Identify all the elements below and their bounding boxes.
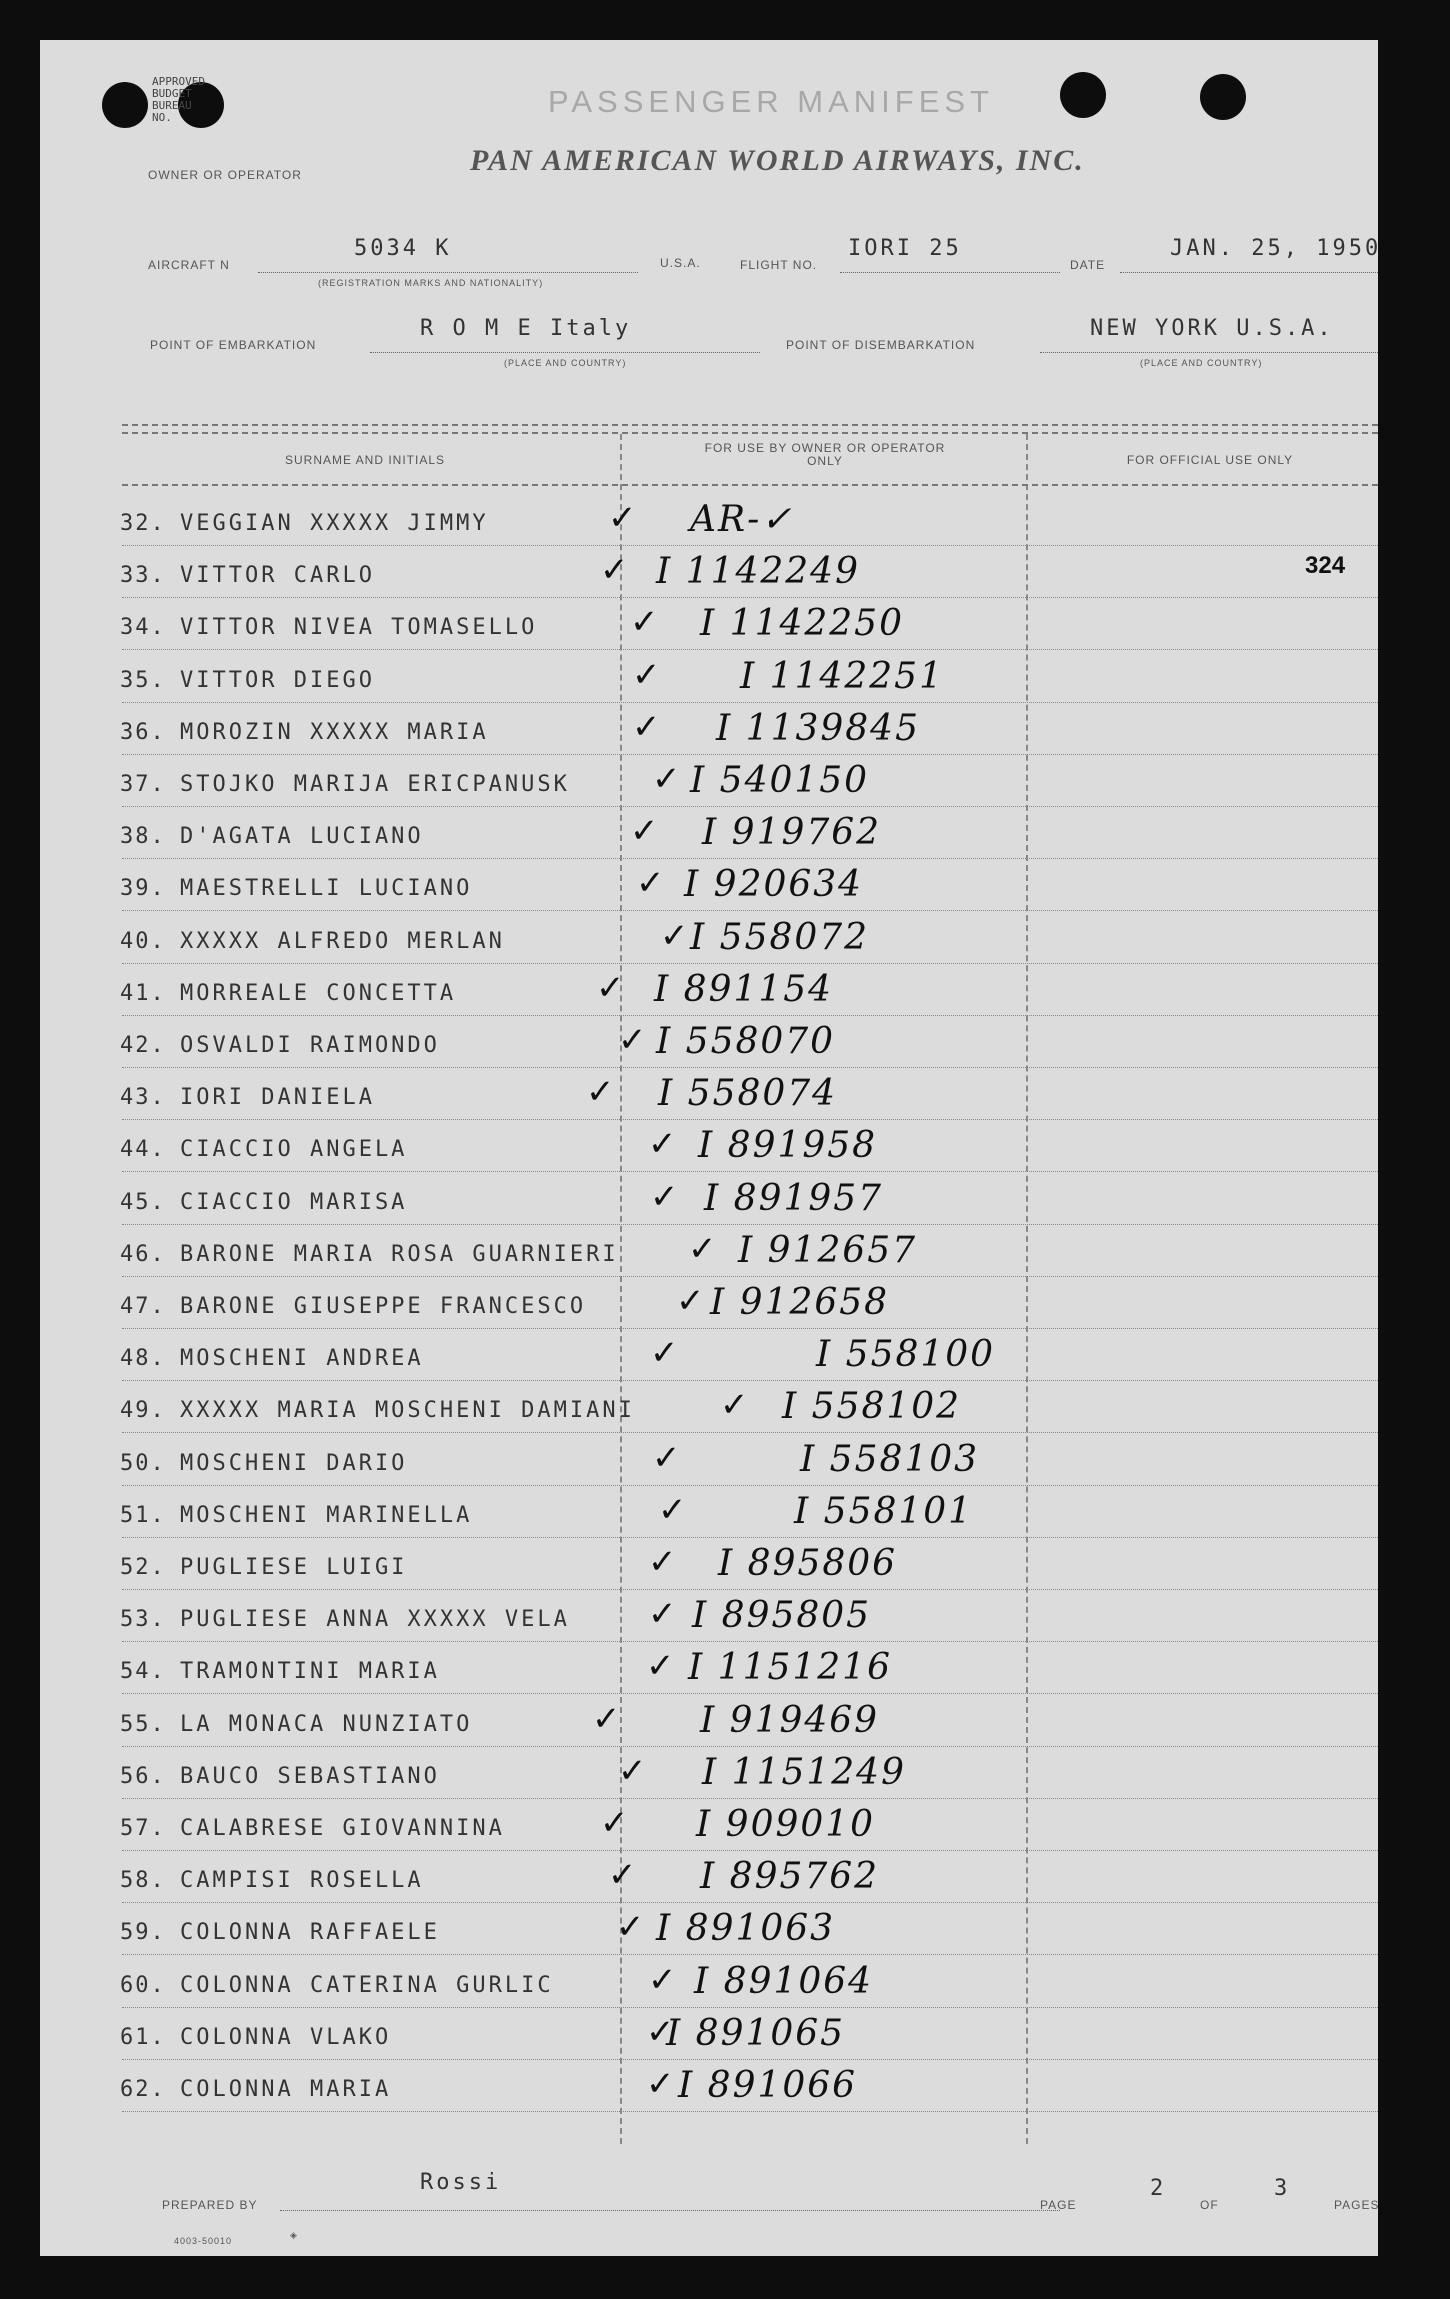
row-number: 34. <box>120 615 166 641</box>
table-row <box>40 859 1378 911</box>
table-row <box>40 1486 1378 1538</box>
passenger-name: VITTOR CARLO <box>180 563 375 589</box>
visa-number: I 891063 <box>656 1908 836 1950</box>
punch-hole-right-2 <box>1200 74 1246 120</box>
passenger-name: BARONE GIUSEPPE FRANCESCO <box>180 1294 587 1319</box>
table-row <box>40 1120 1378 1172</box>
visa-number: I 558070 <box>656 1021 836 1062</box>
check-mark: ✓ <box>650 1176 679 1217</box>
row-number: 38. <box>120 824 166 850</box>
passenger-name: BAUCO SEBASTIANO <box>180 1763 440 1789</box>
check-mark: ✓ <box>636 863 665 904</box>
visa-number: I 895762 <box>700 1856 880 1898</box>
check-mark: ✓ <box>600 1803 629 1843</box>
row-number: 58. <box>120 1868 166 1894</box>
row-number: 42. <box>120 1033 166 1058</box>
embark-sublabel: (PLACE AND COUNTRY) <box>504 358 627 368</box>
table-row <box>40 703 1378 755</box>
check-mark: ✓ <box>632 706 661 747</box>
check-mark: ✓ <box>618 1750 647 1791</box>
visa-number: I 909010 <box>696 1804 876 1845</box>
table-top-rule <box>122 424 1378 426</box>
flight-label: FLIGHT NO. <box>740 258 818 272</box>
check-mark: ✓ <box>600 550 629 591</box>
row-number: 61. <box>120 2024 166 2050</box>
disembark-underline <box>1040 352 1378 353</box>
row-number: 48. <box>120 1346 166 1372</box>
visa-number: I 891066 <box>678 2065 858 2106</box>
table-row <box>40 1695 1378 1747</box>
disembark-sublabel: (PLACE AND COUNTRY) <box>1140 358 1263 368</box>
prepared-underline <box>280 2210 1060 2211</box>
passenger-name: MOROZIN XXXXX MARIA <box>180 719 489 745</box>
row-number: 56. <box>120 1763 166 1789</box>
stamp-line: BUREAU <box>152 99 192 112</box>
table-row <box>40 1903 1378 1955</box>
table-row <box>40 2008 1378 2060</box>
owner-name: PAN AMERICAN WORLD AIRWAYS, INC. <box>470 144 1085 177</box>
owner-label: OWNER OR OPERATOR <box>148 168 302 182</box>
check-mark: ✓ <box>592 1698 621 1739</box>
date-value: JAN. 25, 1950 <box>1170 236 1382 261</box>
flight-value: IORI 25 <box>848 236 962 261</box>
form-title: PASSENGER MANIFEST <box>548 84 994 119</box>
stamp-line: BUDGET <box>152 87 192 100</box>
row-number: 62. <box>120 2077 166 2102</box>
prepared-label: PREPARED BY <box>162 2198 258 2212</box>
check-mark: ✓ <box>630 811 659 852</box>
table-row <box>40 1799 1378 1851</box>
passenger-name: CAMPISI ROSELLA <box>180 1868 424 1894</box>
visa-number: I 1151216 <box>688 1647 892 1689</box>
row-rule <box>122 2111 1378 2112</box>
visa-number: I 891064 <box>694 1960 874 2002</box>
visa-number: I 558074 <box>658 1073 838 1115</box>
table-row <box>40 1068 1378 1120</box>
check-mark: ✓ <box>648 1959 677 2000</box>
table-row <box>40 1747 1378 1799</box>
row-number: 59. <box>120 1920 166 1946</box>
check-mark: ✓ <box>688 1228 717 1269</box>
page-label: PAGE <box>1040 2198 1077 2212</box>
table-row <box>40 1225 1378 1277</box>
row-number: 49. <box>120 1398 166 1424</box>
row-number: 35. <box>120 667 166 693</box>
visa-number: I 920634 <box>684 864 864 906</box>
check-mark: ✓ <box>630 602 659 643</box>
passenger-name: STOJKO MARIJA ERICPANUSK <box>180 772 570 797</box>
date-label: DATE <box>1070 258 1106 272</box>
row-number: 39. <box>120 876 166 902</box>
row-number: 33. <box>120 563 166 589</box>
check-mark: ✓ <box>648 1124 677 1165</box>
check-mark: ✓ <box>676 1281 705 1321</box>
table-row <box>40 1956 1378 2008</box>
official-note: 324 <box>1305 552 1346 580</box>
aircraft-value: 5034 K <box>354 236 452 261</box>
row-number: 40. <box>120 928 166 954</box>
check-mark: ✓ <box>646 2064 675 2104</box>
visa-number: I 540150 <box>690 760 870 801</box>
table-row <box>40 807 1378 859</box>
visa-number: I 912657 <box>738 1229 918 1271</box>
column-header-names: SURNAME AND INITIALS <box>284 453 446 467</box>
row-number: 37. <box>120 772 166 797</box>
check-mark: ✓ <box>608 1855 637 1896</box>
table-row <box>40 546 1378 598</box>
table-row <box>40 1851 1378 1903</box>
embark-value: R O M E Italy <box>420 316 632 341</box>
passenger-name: CIACCIO ANGELA <box>180 1137 408 1163</box>
visa-number: AR-✓ <box>690 499 794 540</box>
aircraft-underline <box>258 272 638 273</box>
punch-hole-left <box>102 82 148 128</box>
disembark-value: NEW YORK U.S.A. <box>1090 316 1334 341</box>
passenger-name: D'AGATA LUCIANO <box>180 824 424 850</box>
visa-number: I 558103 <box>800 1438 980 1480</box>
check-mark: ✓ <box>646 1646 675 1687</box>
check-mark: ✓ <box>658 1489 687 1530</box>
aircraft-sublabel: (REGISTRATION MARKS AND NATIONALITY) <box>318 278 544 288</box>
check-mark: ✓ <box>596 967 625 1008</box>
passenger-name: VEGGIAN XXXXX JIMMY <box>180 511 489 536</box>
passenger-name: MOSCHENI ANDREA <box>180 1346 424 1372</box>
check-mark: ✓ <box>720 1385 749 1426</box>
table-row <box>40 1538 1378 1590</box>
visa-number: I 1139845 <box>716 707 920 749</box>
row-number: 53. <box>120 1607 166 1633</box>
table-row <box>40 1277 1378 1329</box>
check-mark: ✓ <box>648 1594 677 1635</box>
table-row <box>40 1016 1378 1068</box>
passenger-name: XXXXX ALFREDO MERLAN <box>180 928 505 954</box>
table-row <box>40 1590 1378 1642</box>
visa-number: I 891065 <box>666 2012 846 2054</box>
check-mark: ✓ <box>632 654 661 695</box>
visa-number: I 891154 <box>654 968 834 1010</box>
check-mark: ✓ <box>586 1072 615 1113</box>
check-mark: ✓ <box>618 1020 647 1060</box>
check-mark: ✓ <box>648 1542 677 1582</box>
passenger-name: MOSCHENI DARIO <box>180 1450 408 1476</box>
approval-stamp <box>152 76 205 124</box>
table-row <box>40 494 1378 546</box>
passenger-name: LA MONACA NUNZIATO <box>180 1711 473 1737</box>
table-row <box>40 964 1378 1016</box>
punch-hole-right <box>1060 72 1106 118</box>
check-mark: ✓ <box>608 498 637 538</box>
row-number: 32. <box>120 511 166 536</box>
visa-number: I 1142249 <box>656 551 860 593</box>
table-row <box>40 598 1378 650</box>
row-number: 51. <box>120 1502 166 1528</box>
page-number: 2 <box>1150 2176 1167 2201</box>
check-mark: ✓ <box>652 759 681 799</box>
passenger-name: MAESTRELLI LUCIANO <box>180 876 473 902</box>
passenger-name: COLONNA VLAKO <box>180 2024 392 2050</box>
passenger-name: PUGLIESE ANNA XXXXX VELA <box>180 1607 570 1633</box>
check-mark: ✓ <box>660 915 689 956</box>
usa-label: U.S.A. <box>660 256 701 270</box>
passenger-name: OSVALDI RAIMONDO <box>180 1033 440 1058</box>
table-row <box>40 2060 1378 2112</box>
printer-mark: ◈ <box>290 2230 298 2240</box>
check-mark: ✓ <box>616 1907 645 1948</box>
visa-number: I 912658 <box>710 1282 890 1323</box>
visa-number: I 1142250 <box>700 603 904 645</box>
table-row <box>40 1434 1378 1486</box>
visa-number: I 891958 <box>698 1125 878 1167</box>
stamp-line: APPROVED <box>152 75 205 88</box>
passenger-name: COLONNA RAFFAELE <box>180 1920 440 1946</box>
passenger-name: TRAMONTINI MARIA <box>180 1659 440 1685</box>
of-label: OF <box>1200 2198 1219 2212</box>
visa-number: I 558072 <box>690 916 870 958</box>
passenger-name: CALABRESE GIOVANNINA <box>180 1816 505 1841</box>
visa-number: I 891957 <box>704 1177 884 1219</box>
visa-number: I 558100 <box>816 1334 996 1376</box>
table-top-rule-2 <box>122 432 1378 434</box>
table-row <box>40 755 1378 807</box>
table-row <box>40 912 1378 964</box>
stamp-line: NO. <box>152 111 172 124</box>
table-header-rule <box>122 484 1378 486</box>
table-row <box>40 1642 1378 1694</box>
row-number: 46. <box>120 1241 166 1267</box>
row-number: 45. <box>120 1189 166 1215</box>
table-row <box>40 651 1378 703</box>
pages-label: PAGES <box>1334 2198 1380 2212</box>
visa-number: I 895806 <box>718 1543 898 1584</box>
row-number: 41. <box>120 980 166 1006</box>
date-underline <box>1120 272 1378 273</box>
flight-underline <box>840 272 1060 273</box>
visa-number: I 1142251 <box>740 655 944 697</box>
row-number: 43. <box>120 1085 166 1111</box>
row-number: 44. <box>120 1137 166 1163</box>
prepared-by-value: Rossi <box>420 2170 502 2195</box>
table-row <box>40 1173 1378 1225</box>
row-number: 60. <box>120 1972 166 1998</box>
passenger-name: BARONE MARIA ROSA GUARNIERI <box>180 1241 619 1267</box>
row-number: 52. <box>120 1555 166 1580</box>
passenger-name: COLONNA MARIA <box>180 2077 392 2102</box>
passenger-name: CIACCIO MARISA <box>180 1189 408 1215</box>
passenger-name: PUGLIESE LUIGI <box>180 1555 408 1580</box>
column-header-owner-text: FOR USE BY OWNER OR OPERATOR ONLY <box>704 441 946 468</box>
check-mark: ✓ <box>652 1437 681 1478</box>
row-number: 57. <box>120 1816 166 1841</box>
passenger-name: IORI DANIELA <box>180 1085 375 1111</box>
passenger-name: VITTOR NIVEA TOMASELLO <box>180 615 538 641</box>
row-number: 54. <box>120 1659 166 1685</box>
visa-number: I 919762 <box>702 812 882 854</box>
page-total: 3 <box>1274 2176 1291 2201</box>
table-row <box>40 1381 1378 1433</box>
column-header-owner <box>700 442 950 468</box>
visa-number: I 1151249 <box>702 1751 906 1793</box>
disembark-label: POINT OF DISEMBARKATION <box>786 338 976 352</box>
visa-number: I 895805 <box>692 1595 872 1637</box>
aircraft-label: AIRCRAFT N <box>148 258 230 272</box>
manifest-page <box>40 40 1382 2256</box>
row-number: 36. <box>120 719 166 745</box>
row-number: 50. <box>120 1450 166 1476</box>
embark-underline <box>370 352 760 353</box>
embark-label: POINT OF EMBARKATION <box>150 338 317 352</box>
check-mark: ✓ <box>650 1333 679 1374</box>
table-row <box>40 1329 1378 1381</box>
check-mark: ✓ <box>646 2011 675 2052</box>
form-number: 4003-50010 <box>174 2236 233 2246</box>
visa-number: I 558102 <box>782 1386 962 1428</box>
passenger-name: VITTOR DIEGO <box>180 667 375 693</box>
column-header-official: FOR OFFICIAL USE ONLY <box>1126 453 1294 467</box>
passenger-name: COLONNA CATERINA GURLIC <box>180 1972 554 1998</box>
row-number: 47. <box>120 1294 166 1319</box>
passenger-name: XXXXX MARIA MOSCHENI DAMIANI <box>180 1398 635 1424</box>
visa-number: I 919469 <box>700 1699 880 1741</box>
passenger-name: MOSCHENI MARINELLA <box>180 1502 473 1528</box>
visa-number: I 558101 <box>794 1490 974 1532</box>
row-number: 55. <box>120 1711 166 1737</box>
passenger-name: MORREALE CONCETTA <box>180 980 457 1006</box>
